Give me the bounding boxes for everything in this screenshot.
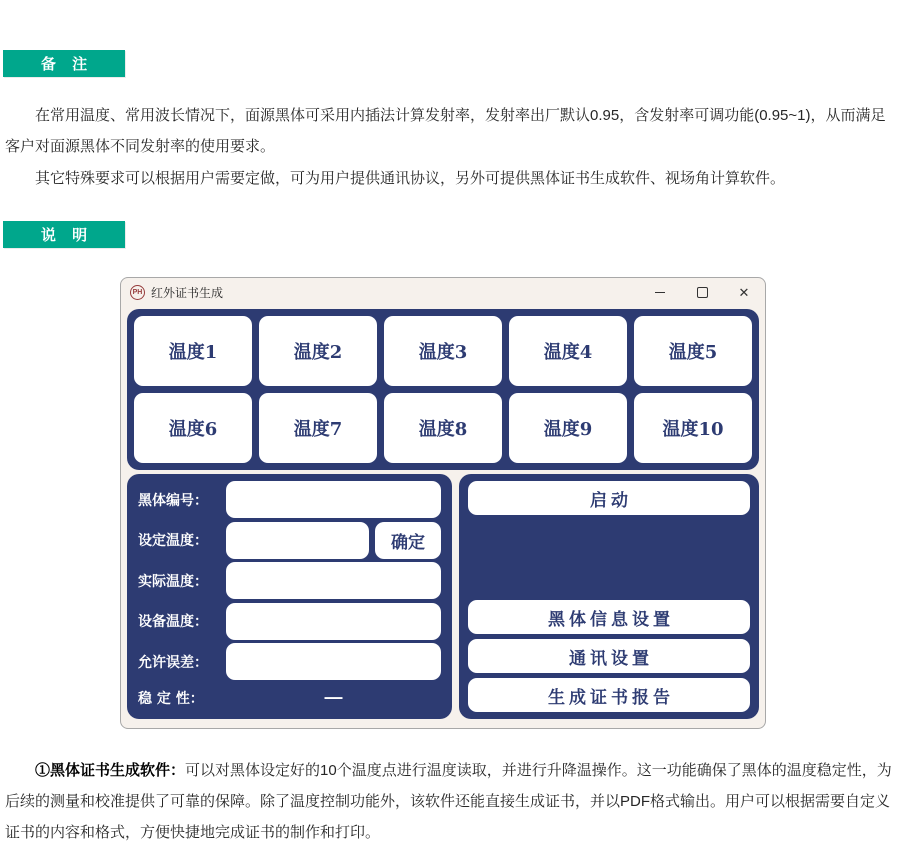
form-row-set-temperature: [138, 522, 441, 559]
temperature-button-panel: [127, 309, 759, 470]
actions-spacer: [468, 515, 750, 595]
allowed-error-label: 允许误差：: [138, 654, 208, 671]
device-temperature-label: 设备温度：: [138, 614, 208, 631]
window-titlebar: [121, 278, 765, 307]
app-logo-icon: PH: [130, 285, 145, 300]
temp-button-7[interactable]: 温度7: [259, 393, 377, 463]
blackbody-number-label: 黑体编号：: [138, 492, 208, 509]
window-controls: [639, 278, 765, 307]
stability-label: 稳 定 性：: [138, 690, 204, 707]
footnote-lead: ①黑体证书生成软件：: [35, 762, 186, 779]
blackbody-info-settings-button[interactable]: 黑体信息设置: [468, 600, 750, 634]
start-button[interactable]: 启动: [468, 481, 750, 515]
close-button[interactable]: [723, 278, 765, 307]
form-row-device-temperature: [138, 603, 441, 640]
close-icon: ✕: [738, 285, 750, 300]
generate-report-button[interactable]: 生成证书报告: [468, 678, 750, 712]
temp-button-10[interactable]: 温度10: [634, 393, 752, 463]
temp-button-5[interactable]: 温度5: [634, 316, 752, 386]
allowed-error-input[interactable]: [226, 643, 441, 680]
section-label-description: 说 明: [3, 221, 125, 248]
temp-button-2[interactable]: 温度2: [259, 316, 377, 386]
form-row-blackbody-number: [138, 481, 441, 518]
blackbody-number-input[interactable]: [226, 481, 441, 518]
device-temperature-input[interactable]: [226, 603, 441, 640]
form-row-actual-temperature: [138, 562, 441, 599]
temp-button-8[interactable]: 温度8: [384, 393, 502, 463]
actual-temperature-input[interactable]: [226, 562, 441, 599]
app-window: [120, 277, 766, 729]
footnote-paragraph: [5, 755, 894, 848]
temp-button-3[interactable]: 温度3: [384, 316, 502, 386]
temp-button-6[interactable]: 温度6: [134, 393, 252, 463]
confirm-button[interactable]: 确定: [375, 522, 441, 559]
footnote-body: 可以对黑体设定好的10个温度点进行温度读取，并进行升降温操作。这一功能确保了黑体的温度稳定性，为后续的测量和校准提供了可靠的保障。除了温度控制功能外，该软件还能直接生成证书，并以PDF格式输出。用户可以根据需要自定义证书的内容和格式，方便快捷地完成证书的制作和打印。: [5, 762, 892, 841]
actions-panel: [459, 474, 759, 719]
window-lower-area: [127, 474, 759, 719]
minimize-button[interactable]: [639, 278, 681, 307]
minimize-icon: [655, 292, 665, 293]
form-row-allowed-error: [138, 643, 441, 680]
actual-temperature-label: 实际温度：: [138, 573, 208, 590]
temp-button-1[interactable]: 温度1: [134, 316, 252, 386]
measurement-form-panel: [127, 474, 452, 719]
window-title: 红外证书生成: [151, 286, 224, 300]
temp-button-9[interactable]: 温度9: [509, 393, 627, 463]
maximize-button[interactable]: [681, 278, 723, 307]
temp-button-4[interactable]: 温度4: [509, 316, 627, 386]
notes-paragraph-2: 其它特殊要求可以根据用户需要定做，可为用户提供通讯协议，另外可提供黑体证书生成软件、视场角计算软件。: [35, 170, 786, 187]
section-label-notes: 备 注: [3, 50, 125, 77]
stability-value: —: [324, 687, 343, 708]
communication-settings-button[interactable]: 通讯设置: [468, 639, 750, 673]
notes-paragraph-1: 在常用温度、常用波长情况下，面源黑体可采用内插法计算发射率，发射率出厂默认0.95，含发射率可调功能(0.95~1)，从而满足客户对面源黑体不同发射率的使用要求。: [5, 107, 886, 155]
form-row-stability: [138, 684, 441, 712]
set-temperature-input[interactable]: [226, 522, 369, 559]
maximize-icon: [697, 287, 708, 298]
set-temperature-label: 设定温度：: [138, 533, 208, 550]
